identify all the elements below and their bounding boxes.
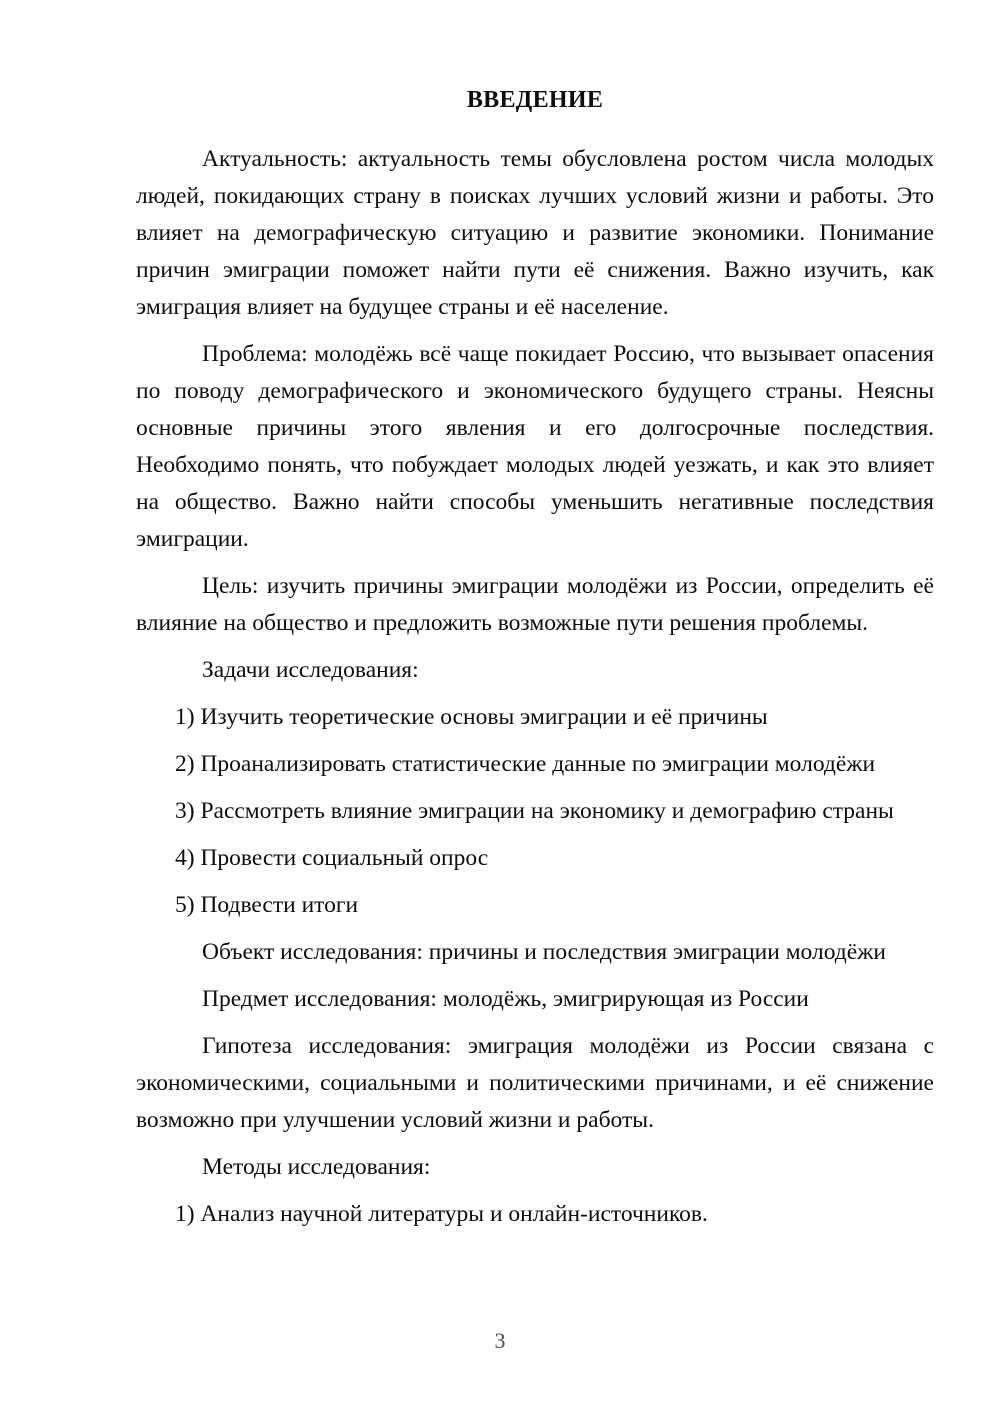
heading-tasks: Задачи исследования: (202, 656, 419, 683)
list-item: 5) Подвести итоги (175, 891, 359, 918)
paragraph-object: Объект исследования: причины и последствия эмиграции молодёжи (202, 938, 887, 965)
paragraph-problem: Проблема: молодёжь всё чаще покидает Россию, что вызывает опасения по поводу демографического и экономического будущего страны. Неясны основные причины этого явления и его долгосрочные последствия. Необходимо понять, что побуждает молодых людей уезжать, и как это влияет на общество. Важно найти способы уменьшить негативные последствия эмиграции. (136, 340, 934, 552)
page-title: ВВЕДЕНИЕ (466, 87, 604, 113)
paragraph-subject: Предмет исследования: молодёжь, эмигрирующая из России (202, 985, 809, 1012)
document-body (136, 86, 934, 1243)
paragraph-relevance: Актуальность: актуальность темы обусловлена ростом числа молодых людей, покидающих страну в поисках лучших условий жизни и работы. Это влияет на демографическую ситуацию и развитие экономики. Понимание причин эмиграции поможет найти пути её снижения. Важно изучить, как эмиграция влияет на будущее страны и её население. (136, 145, 934, 320)
list-item: 2) Проанализировать статистические данные по эмиграции молодёжи (175, 750, 876, 777)
list-item: 4) Провести социальный опрос (175, 844, 489, 871)
paragraph-hypothesis: Гипотеза исследования: эмиграция молодёжи из России связана с экономическими, социальными и политическими причинами, и её снижение возможно при улучшении условий жизни и работы. (136, 1032, 934, 1133)
list-item: 3) Рассмотреть влияние эмиграции на экономику и демографию страны (175, 797, 894, 824)
heading-methods: Методы исследования: (202, 1153, 431, 1180)
list-item: 1) Изучить теоретические основы эмиграции и её причины (175, 703, 768, 730)
paragraph-goal: Цель: изучить причины эмиграции молодёжи из России, определить её влияние на общество и предложить возможные пути решения проблемы. (136, 572, 934, 636)
list-item: 1) Анализ научной литературы и онлайн-источников. (175, 1200, 708, 1227)
page-number: 3 (494, 1328, 506, 1353)
